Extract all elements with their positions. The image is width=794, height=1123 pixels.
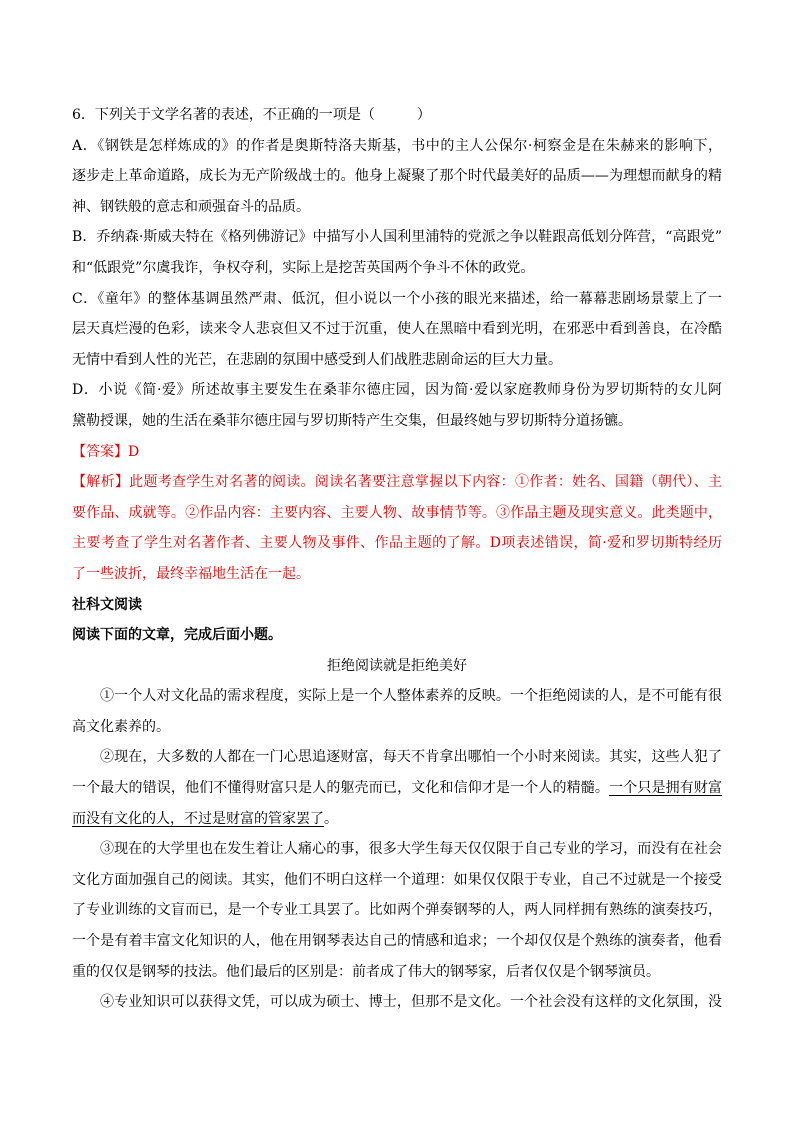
paragraph-3-line-5: 重的仅仅是钢琴的技法。他们最后的区别是：前者成了伟大的钢琴家，后者仅仅是个钢琴演员。 [72,963,660,980]
paragraph-2-period: 。 [324,810,338,827]
document-page [72,100,722,1018]
paragraph-3-line-3: 了专业训练的文盲而已，是一个专业工具罢了。比如两个弹奏钢琴的人，两人同样拥有熟练的演奏技巧， [72,902,722,919]
underlined-sentence-end: 而没有文化的人，不过是财富的管家罢了 [72,810,324,827]
paragraph-4-line-1: ④专业知识可以获得文凭，可以成为硕士、博士，但那不是文化。一个社会没有这样的文化氛围，没 [100,994,722,1011]
paragraph-2-line-1: ②现在，大多数的人都在一门心思追逐财富，每天不肯拿出哪怕一个小时来阅读。其实，这些人犯了 [100,749,722,766]
option-a-line-2: 逐步走上革命道路，成长为无产阶级战士的。他身上凝聚了那个时代最美好的品质——为理想而献身的精 [72,168,722,185]
option-c-line-3: 无情中看到人性的光芒，在悲剧的氛围中感受到人们战胜悲剧命运的巨大力量。 [72,351,562,368]
option-a-line-3: 神、钢铁般的意志和顽强奋斗的品质。 [72,198,310,215]
question-stem-close: ） [416,107,431,123]
paragraph-3-line-4: 一个是有着丰富文化知识的人，他在用钢琴表达自己的情感和追求；一个却仅仅是个熟练的演奏者，他看 [72,933,722,950]
article-title: 拒绝阅读就是拒绝美好 [327,657,467,674]
question-stem [72,100,722,131]
option-c-line-1: C．《童年》的整体基调虽然严肃、低沉，但小说以一个小孩的眼光来描述，给一幕幕悲剧场景蒙上了一 [72,290,722,307]
paragraph-2-line-3 [72,804,722,835]
answer-line: 【答案】D [72,443,140,460]
section-instruction: 阅读下面的文章，完成后面小题。 [72,627,282,644]
paragraph-2-text: 一个最大的错误，他们不懂得财富只是人的躯壳而已，文化和信仰才是一个人的精髓。 [72,780,610,797]
paragraph-3-line-2: 文化方面加强自己的阅读。其实，他们不明白这样一个道理：如果仅仅限于专业，自己不过就是一个接受 [72,871,722,888]
option-b-line-2: 和“低跟党”尔虞我诈，争权夺利，实际上是挖苦英国两个争斗不休的政党。 [72,259,535,276]
analysis-line-2: 要作品、成就等。②作品内容：主要内容、主要人物、故事情节等。③作品主题及现实意义。此类题中， [72,504,722,521]
paragraph-3-line-1: ③现在的大学里也在发生着让人痛心的事，很多大学生每天仅仅限于自己专业的学习，而没有在社会 [100,841,722,858]
underlined-sentence-start: 一个只是拥有财富 [609,780,722,797]
option-d-line-2: 黛勒授课，她的生活在桑菲尔德庄园与罗切斯特产生交集，但最终她与罗切斯特分道扬镳。 [72,412,632,429]
paragraph-1-line-2: 高文化素养的。 [72,718,170,735]
paragraph-2-line-2 [72,773,722,804]
option-a-line-1: A．《钢铁是怎样炼成的》的作者是奥斯特洛夫斯基，书中的主人公保尔·柯察金是在朱赫来的影响下， [72,137,722,154]
option-b-line-1: B．乔纳森·斯威夫特在《格列佛游记》中描写小人国利里浦特的党派之争以鞋跟高低划分阵营，“高跟党” [72,229,722,246]
question-stem-text: 6．下列关于文学名著的表述，不正确的一项是（ [72,107,375,123]
analysis-line-3: 主要考查了学生对名著作者、主要人物及事件、作品主题的了解。D项表述错误，简·爱和罗切斯特经历 [72,535,722,552]
option-d-line-1: D．小说《简·爱》所述故事主要发生在桑菲尔德庄园，因为简·爱以家庭教师身份为罗切斯特的女儿阿 [72,382,722,399]
section-heading: 社科文阅读 [72,596,142,613]
analysis-line-4: 了一些波折，最终幸福地生活在一起。 [72,565,310,582]
analysis-line-1: 【解析】此题考查学生对名著的阅读。阅读名著要注意掌握以下内容：①作者：姓名、国籍（朝代）、主 [72,474,722,491]
option-c-line-2: 层天真烂漫的色彩，读来令人悲哀但又不过于沉重，使人在黑暗中看到光明，在邪恶中看到善良，在冷酷 [72,321,722,338]
paragraph-1-line-1: ①一个人对文化品的需求程度，实际上是一个人整体素养的反映。一个拒绝阅读的人，是不可能有很 [100,688,722,705]
